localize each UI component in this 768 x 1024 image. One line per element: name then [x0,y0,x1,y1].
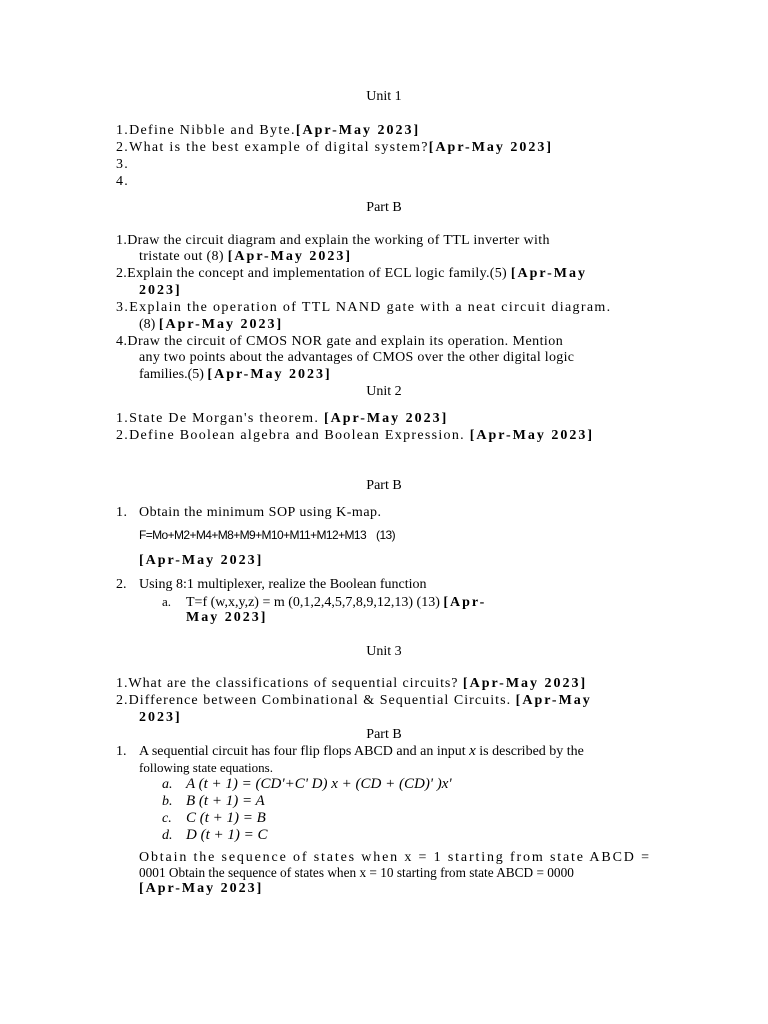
unit3-partb-paragraph-line-1: Obtain the sequence of states when x = 1 starting from state ABCD = [139,850,651,865]
unit1-partb-question-1: 1.Draw the circuit diagram and explain the working of TTL inverter with [116,233,550,248]
unit3-partb-question-1-tag: [Apr-May 2023] [139,881,264,896]
unit1-partb-question-3: 3.Explain the operation of TTL NAND gate with a neat circuit diagram. [116,300,612,315]
unit-2-title: Unit 2 [366,384,402,399]
unit1-question-4: 4. [116,174,130,189]
state-equation-a: a. A (t + 1) = (CD'+C' D) x + (CD + (CD)' )x' [162,776,452,792]
unit3-part-b-title: Part B [366,727,402,742]
unit1-question-1: 1.Define Nibble and Byte.[Apr-May 2023] [116,123,421,138]
unit2-partb-question-2-tag: May 2023] [186,610,268,625]
unit2-question-2: 2.Define Boolean algebra and Boolean Expression. [Apr-May 2023] [116,428,595,443]
state-equation-c: c. C (t + 1) = B [162,810,266,826]
unit2-partb-question-2-sub: a. T=f (w,x,y,z) = m (0,1,2,4,5,7,8,9,12,13) (13) [Apr- [162,594,487,610]
unit1-partb-question-2: 2.Explain the concept and implementation of ECL logic family.(5) [Apr-May [116,266,587,281]
state-equation-d: d. D (t + 1) = C [162,827,268,843]
unit3-question-2: 2.Difference between Combinational & Sequential Circuits. [Apr-May [116,693,592,708]
unit2-partb-question-2: 2. Using 8:1 multiplexer, realize the Boolean function [116,577,427,592]
unit1-partb-question-4: 4.Draw the circuit of CMOS NOR gate and explain its operation. Mention [116,334,564,349]
unit1-partb-question-4-cont: any two points about the advantages of CMOS over the other digital logic [139,350,575,365]
unit2-partb-question-1-tag: [Apr-May 2023] [139,553,264,568]
unit3-partb-paragraph-line-2: 0001 Obtain the sequence of states when x = 10 starting from state ABCD = 0000 [139,865,574,880]
unit1-partb-question-4-cont2: families.(5) [Apr-May 2023] [139,367,332,382]
unit1-part-b-title: Part B [366,200,402,215]
unit3-question-1: 1.What are the classifications of sequential circuits? [Apr-May 2023] [116,676,588,691]
unit1-question-3: 3. [116,157,130,172]
state-equation-b: b. B (t + 1) = A [162,793,265,809]
unit2-partb-question-1: 1. Obtain the minimum SOP using K-map. [116,505,382,520]
unit3-partb-question-1: 1. A sequential circuit has four flip flops ABCD and an input x is described by the [116,743,584,759]
unit1-partb-question-2-cont: 2023] [139,283,182,298]
unit3-partb-question-1-cont: following state equations. [139,760,273,775]
unit-3-title: Unit 3 [366,644,402,659]
unit1-question-2: 2.What is the best example of digital system?[Apr-May 2023] [116,140,554,155]
unit-1-title: Unit 1 [366,89,402,104]
unit2-part-b-title: Part B [366,478,402,493]
unit2-partb-formula: F=Mo+M2+M4+M8+M9+M10+M11+M12+M13 (13) [139,528,395,542]
unit3-question-2-cont: 2023] [139,710,182,725]
unit1-partb-question-1-cont: tristate out (8) [Apr-May 2023] [139,249,353,264]
unit2-question-1: 1.State De Morgan's theorem. [Apr-May 2023] [116,411,449,426]
unit1-partb-question-3-cont: (8) [Apr-May 2023] [139,317,284,332]
